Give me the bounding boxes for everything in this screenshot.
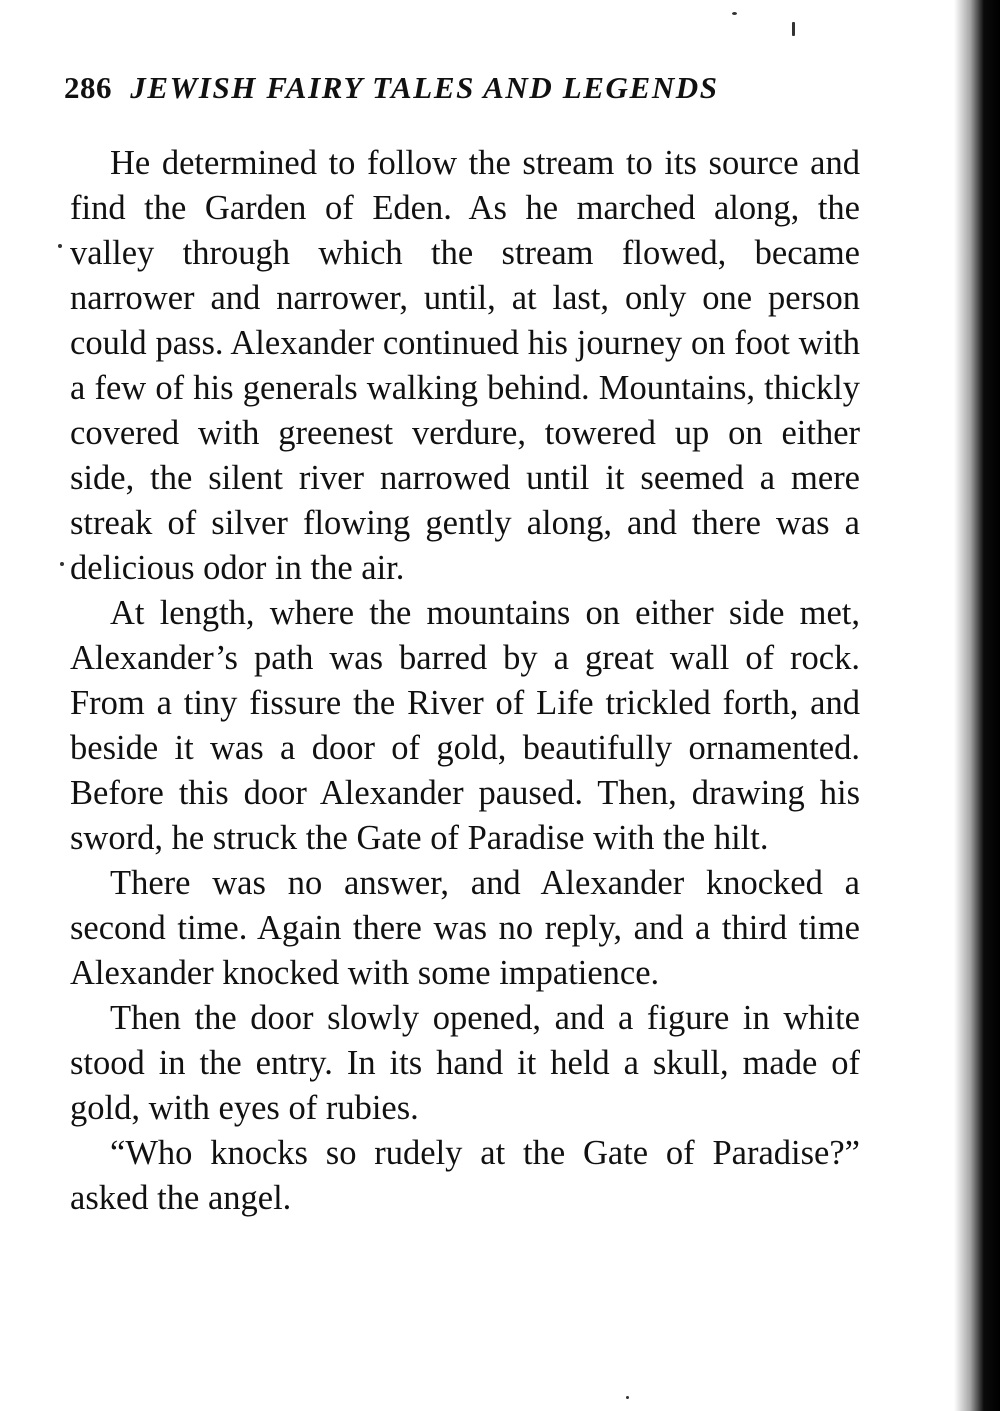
- book-title: JEWISH FAIRY TALES AND LEGENDS: [130, 70, 719, 105]
- paragraph-3: There was no answer, and Alexander knocked a second time. Again there was no reply, and a third time Alexander knocked with some impatience.: [70, 864, 860, 992]
- paragraph-5: “Who knocks so rudely at the Gate of Paradise?” asked the angel.: [70, 1134, 860, 1217]
- scan-speck: [58, 244, 62, 248]
- running-head: [64, 70, 854, 106]
- paragraph-1: He determined to follow the stream to its source and find the Garden of Eden. As he marched along, the valley through which the stream flowed, became narrower and narrower, until, at last, only one person could pass. Alexander continued his journey on foot with a few of his generals walking behind. Mountains, thickly covered with greenest verdure, towered up on either side, the silent river narrowed until it seemed a mere streak of silver flowing gently along, and there was a delicious odor in the air.: [70, 144, 860, 587]
- scan-speck: [792, 22, 795, 36]
- page-number: 286: [64, 70, 112, 105]
- paragraph-4: Then the door slowly opened, and a figure in white stood in the entry. In its hand it held a skull, made of gold, with eyes of rubies.: [70, 999, 860, 1127]
- scan-speck: [60, 562, 64, 566]
- scan-speck: [626, 1396, 629, 1399]
- body-text: [70, 141, 860, 1221]
- binding-shadow: [954, 0, 1000, 1411]
- paragraph-2: At length, where the mountains on either side met, Alexander’s path was barred by a great wall of rock. From a tiny fissure the River of Life trickled forth, and beside it was a door of gold, beautifully ornamented. Before this door Alexander paused. Then, drawing his sword, he struck the Gate of Paradise with the hilt.: [70, 594, 860, 857]
- scan-speck: [732, 12, 737, 15]
